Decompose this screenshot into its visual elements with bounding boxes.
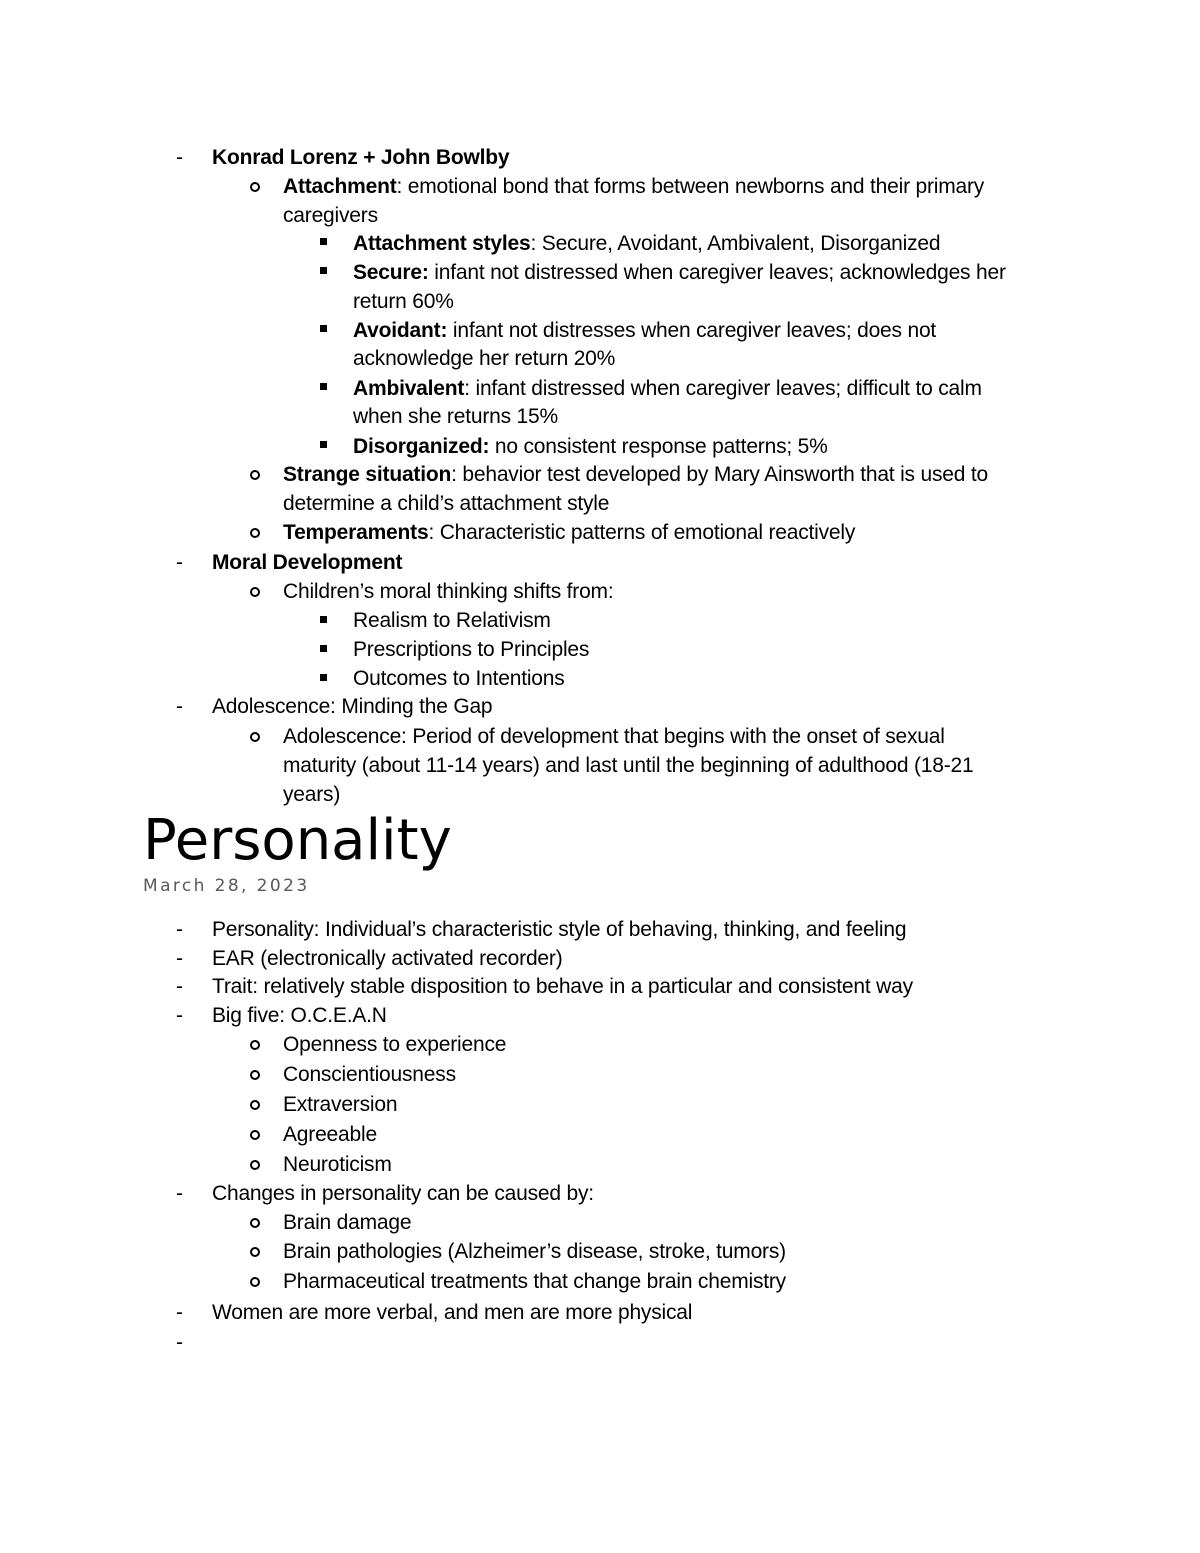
attachment-styles: Attachment styles: Secure, Avoidant, Ambivalent, Disorganized: [353, 232, 941, 255]
bullet-circle: [250, 732, 260, 742]
lorenz-bowlby-heading: Konrad Lorenz + John Bowlby: [212, 146, 510, 169]
attachment-line2: caregivers: [283, 204, 378, 227]
ambivalent-line1: Ambivalent: infant distressed when caregiver leaves; difficult to calm: [353, 377, 982, 400]
list-dash: -: [176, 695, 183, 718]
changes-heading: Changes in personality can be caused by:: [212, 1182, 594, 1205]
adolescence-line3: years): [283, 783, 341, 806]
moral-development-heading: Moral Development: [212, 551, 403, 574]
bullet-circle: [250, 1040, 260, 1050]
bullet-square: [320, 645, 327, 652]
secure-line2: return 60%: [353, 290, 454, 313]
list-dash: -: [176, 1301, 183, 1324]
strange-situation-line2: determine a child’s attachment style: [283, 492, 610, 515]
personality-item: Personality: Individual’s characteristic style of behaving, thinking, and feeling: [212, 918, 907, 941]
list-dash-empty: -: [176, 1331, 183, 1354]
big-five-item: Extraversion: [283, 1093, 398, 1116]
note-date: March 28, 2023: [143, 876, 310, 896]
adolescence-heading: Adolescence: Minding the Gap: [212, 695, 493, 718]
bullet-square: [320, 441, 327, 448]
moral-shift-item: Outcomes to Intentions: [353, 667, 565, 690]
list-dash: -: [176, 1004, 183, 1027]
list-dash: -: [176, 1182, 183, 1205]
personality-item: EAR (electronically activated recorder): [212, 947, 563, 970]
list-dash: -: [176, 918, 183, 941]
ambivalent-line2: when she returns 15%: [353, 405, 558, 428]
attachment-line1: Attachment: emotional bond that forms between newborns and their primary: [283, 175, 985, 198]
bullet-circle: [250, 587, 260, 597]
bullet-square: [320, 616, 327, 623]
secure-line1: Secure: infant not distressed when caregiver leaves; acknowledges her: [353, 261, 1006, 284]
avoidant-line2: acknowledge her return 20%: [353, 347, 616, 370]
moral-shift-item: Prescriptions to Principles: [353, 638, 590, 661]
bullet-circle: [250, 1247, 260, 1257]
list-dash: -: [176, 551, 183, 574]
big-five-item: Openness to experience: [283, 1033, 507, 1056]
adolescence-line2: maturity (about 11-14 years) and last until the beginning of adulthood (18-21: [283, 754, 974, 777]
bullet-circle: [250, 1130, 260, 1140]
big-five-item: Neuroticism: [283, 1153, 392, 1176]
big-five-item: Conscientiousness: [283, 1063, 456, 1086]
bullet-square: [320, 383, 327, 390]
temperaments-line: Temperaments: Characteristic patterns of emotional reactively: [283, 521, 856, 544]
bullet-square: [320, 267, 327, 274]
personality-item: Big five: O.C.E.A.N: [212, 1004, 387, 1027]
bullet-circle: [250, 1100, 260, 1110]
changes-item: Brain pathologies (Alzheimer’s disease, stroke, tumors): [283, 1240, 786, 1263]
list-dash: -: [176, 146, 183, 169]
bullet-circle: [250, 182, 260, 192]
list-dash: -: [176, 975, 183, 998]
bullet-circle: [250, 1160, 260, 1170]
adolescence-line1: Adolescence: Period of development that begins with the onset of sexual: [283, 725, 945, 748]
personality-heading: Personality: [143, 808, 452, 873]
bullet-circle: [250, 528, 260, 538]
list-dash: -: [176, 947, 183, 970]
bullet-square: [320, 674, 327, 681]
big-five-item: Agreeable: [283, 1123, 377, 1146]
bullet-circle: [250, 470, 260, 480]
bullet-square: [320, 325, 327, 332]
women-men-item: Women are more verbal, and men are more physical: [212, 1301, 693, 1324]
bullet-circle: [250, 1218, 260, 1228]
moral-shift-item: Realism to Relativism: [353, 609, 551, 632]
moral-intro: Children’s moral thinking shifts from:: [283, 580, 614, 603]
strange-situation-line1: Strange situation: behavior test developed by Mary Ainsworth that is used to: [283, 463, 988, 486]
bullet-square: [320, 238, 327, 245]
bullet-circle: [250, 1277, 260, 1287]
bullet-circle: [250, 1070, 260, 1080]
personality-item: Trait: relatively stable disposition to behave in a particular and consistent way: [212, 975, 913, 998]
changes-item: Brain damage: [283, 1211, 412, 1234]
avoidant-line1: Avoidant: infant not distresses when caregiver leaves; does not: [353, 319, 937, 342]
changes-item: Pharmaceutical treatments that change brain chemistry: [283, 1270, 786, 1293]
disorganized-line: Disorganized: no consistent response patterns; 5%: [353, 435, 828, 458]
